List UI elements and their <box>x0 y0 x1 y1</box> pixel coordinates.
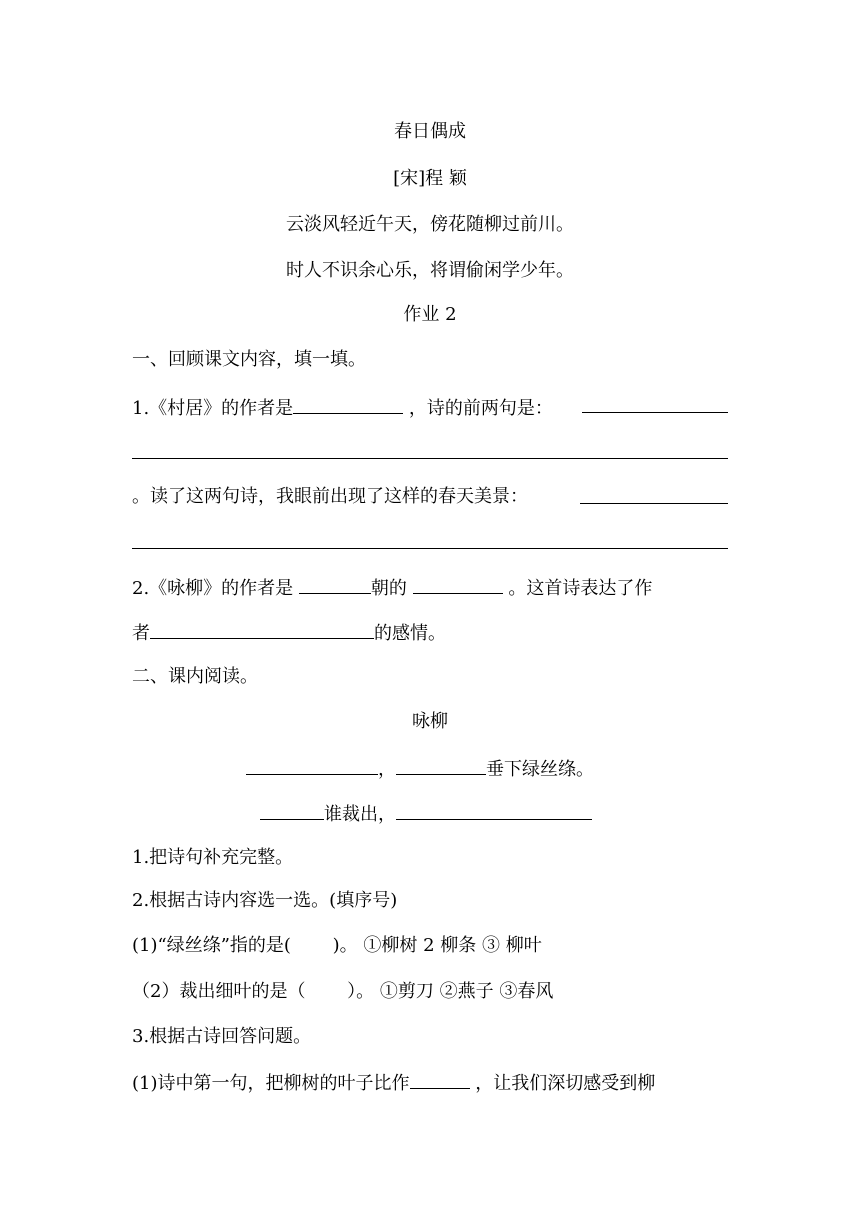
question-s2-3-1-suffix: ，让我们深切感受到柳 <box>469 1073 656 1094</box>
section-2-heading: 二、课内阅读。 <box>132 666 258 687</box>
verse-2-blank-b[interactable] <box>396 801 592 820</box>
question-2-line2-prefix: 者 <box>132 623 150 644</box>
poem-title: 春日偶成 <box>394 121 466 142</box>
verse-1-end: 垂下绿丝绦。 <box>486 759 594 780</box>
question-2-line-2 <box>132 620 446 646</box>
question-1-prefix: 1.《村居》的作者是 <box>132 398 294 419</box>
verse-1-blank-b[interactable] <box>396 756 486 775</box>
question-s2-2-1: (1)“绿丝绦”指的是( )。 ①柳树 2 柳条 ③ 柳叶 <box>132 935 542 956</box>
verse-2-mid: 谁裁出， <box>324 804 396 825</box>
poet-blank[interactable] <box>413 575 503 594</box>
answer-blank-q1-c[interactable] <box>580 503 728 504</box>
metaphor-blank[interactable] <box>410 1070 470 1089</box>
answer-blank-q1-b[interactable] <box>132 458 728 459</box>
verse-2-blank-a[interactable] <box>260 801 324 820</box>
question-1-after: 。读了这两句诗，我眼前出现了这样的春天美景： <box>132 486 528 507</box>
question-s2-2: 2.根据古诗内容选一选。(填序号) <box>132 890 398 911</box>
verse-1-blank-a[interactable] <box>246 756 378 775</box>
question-2-mid: 朝的 <box>370 578 413 599</box>
question-2-line2-suffix: 的感情。 <box>374 623 446 644</box>
feeling-blank[interactable] <box>150 620 374 639</box>
question-2-end: 。这首诗表达了作 <box>502 578 653 599</box>
verse-2 <box>260 801 592 827</box>
question-s2-3-1 <box>132 1070 655 1096</box>
poem-author: [宋]程 颖 <box>393 168 467 189</box>
question-s2-3: 3.根据古诗回答问题。 <box>132 1026 312 1047</box>
question-s2-3-1-prefix: (1)诗中第一句，把柳树的叶子比作 <box>132 1073 410 1094</box>
dynasty-blank[interactable] <box>299 575 371 594</box>
question-1-mid: ，诗的前两句是： <box>403 398 553 419</box>
section-1-heading: 一、回顾课文内容，填一填。 <box>132 349 366 370</box>
answer-blank-q1-a[interactable] <box>582 412 728 413</box>
question-2-line <box>132 575 652 601</box>
author-blank[interactable] <box>293 395 403 414</box>
answer-blank-q1-d[interactable] <box>132 548 728 549</box>
poem-line-2: 时人不识余心乐，将谓偷闲学少年。 <box>286 260 574 281</box>
question-1-line <box>132 395 553 421</box>
poem-line-1: 云淡风轻近午天，傍花随柳过前川。 <box>286 214 574 235</box>
verse-1-sep: ， <box>378 759 396 780</box>
poem-2-title: 咏柳 <box>412 711 448 732</box>
question-s2-2-2: （2）裁出细叶的是（ ）。 ①剪刀 ②燕子 ③春风 <box>132 981 554 1002</box>
homework-title: 作业 2 <box>403 304 457 325</box>
verse-1 <box>246 756 594 782</box>
question-2-prefix: 2.《咏柳》的作者是 <box>132 578 299 599</box>
question-s2-1: 1.把诗句补充完整。 <box>132 847 294 868</box>
